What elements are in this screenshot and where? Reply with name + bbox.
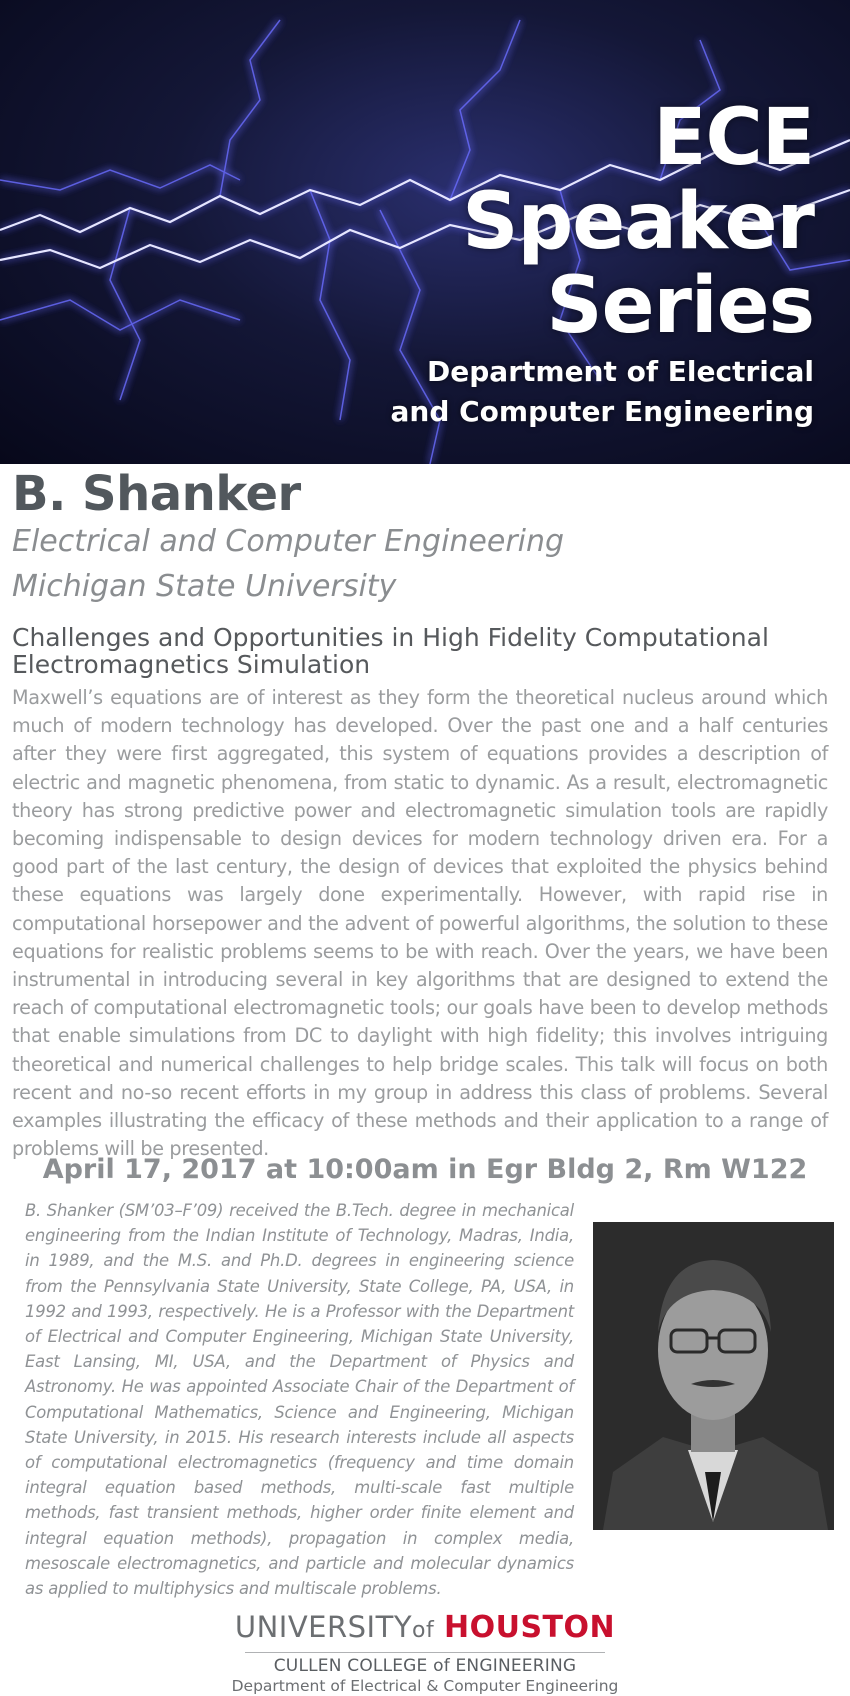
lightning-banner [0, 0, 850, 464]
speaker-name: B. Shanker [12, 466, 301, 522]
uh-department-name: Department of Electrical & Computer Engineering [231, 1677, 619, 1695]
uh-wordmark [0, 1610, 850, 1648]
university-houston-logo [0, 1610, 850, 1696]
series-title-line2: Speaker [462, 177, 814, 267]
speaker-affiliation-university: Michigan State University [12, 569, 397, 604]
uh-university-word: UNIVERSITY [234, 1610, 413, 1644]
department-title-line1: Department of Electrical [427, 355, 814, 388]
speaker-bio: B. Shanker (SM’03–F’09) received the B.Tech. degree in mechanical engineering from the Indian Institute of Technology, Madras, India, in 1989, and the M.S. and Ph.D. degrees in engineering science from the Pennsylvania State University, State College, PA, USA, in 1992 and 1993, respectively. He is a Professor with the Department of Electrical and Computer Engineering, Michigan State University, East Lansing, MI, USA, and the Department of Physics and Astronomy. He was appointed Associate Chair of the Department of Computational Mathematics, Science and Engineering, Michigan State University, in 2015. His research interests include all aspects of computational electromagnetics (frequency and time domain integral equation based methods, multi-scale fast multiple methods, fast transient methods, higher order finite element and integral equation methods), propagation in complex media, mesoscale electromagnetics, and particle and molecular dynamics as applied to multiphysics and multiscale problems. [25, 1201, 574, 1599]
uh-divider [245, 1652, 605, 1653]
speaker-portrait [593, 1222, 834, 1530]
series-title-line1: ECE [653, 93, 814, 183]
uh-of-word: of [412, 1618, 435, 1643]
speaker-photo [593, 1222, 834, 1530]
department-title-line2: and Computer Engineering [390, 395, 814, 428]
talk-title: Challenges and Opportunities in High Fidelity Computational Electromagnetics Simulation [12, 623, 769, 679]
series-title-line3: Series [546, 261, 814, 351]
event-date-location: April 17, 2017 at 10:00am in Egr Bldg 2, Rm W122 [42, 1154, 808, 1185]
series-title [462, 93, 814, 351]
department-title [391, 352, 815, 432]
uh-houston-word: HOUSTON [443, 1610, 616, 1645]
speaker-affiliation-department: Electrical and Computer Engineering [12, 524, 565, 559]
talk-abstract: Maxwell’s equations are of interest as they form the theoretical nucleus around which much of modern technology has developed. Over the past one and a half centuries after they were first aggregated, this system of equations provides a description of electric and magnetic phenomena, from static to dynamic. As a result, electromagnetic theory has strong predictive power and electromagnetic simulation tools are rapidly becoming indispensable to design devices for modern technology driven era. For a good part of the last century, the design of devices that exploited the physics behind these equations was largely done experimentally. However, with rapid rise in computational horsepower and the advent of powerful algorithms, the solution to these equations for realistic problems seems to be with reach. Over the years, we have been instrumental in introducing several in key algorithms that are designed to extend the reach of computational electromagnetic tools; our goals have been to develop methods that enable simulations from DC to daylight with high fidelity; this involves intriguing theoretical and numerical challenges to help bridge scales. This talk will focus on both recent and no-so recent efforts in my group in address this class of problems. Several examples illustrating the efficacy of these methods and their application to a range of problems will be presented. [12, 686, 828, 1161]
uh-college-name: CULLEN COLLEGE of ENGINEERING [273, 1656, 577, 1676]
